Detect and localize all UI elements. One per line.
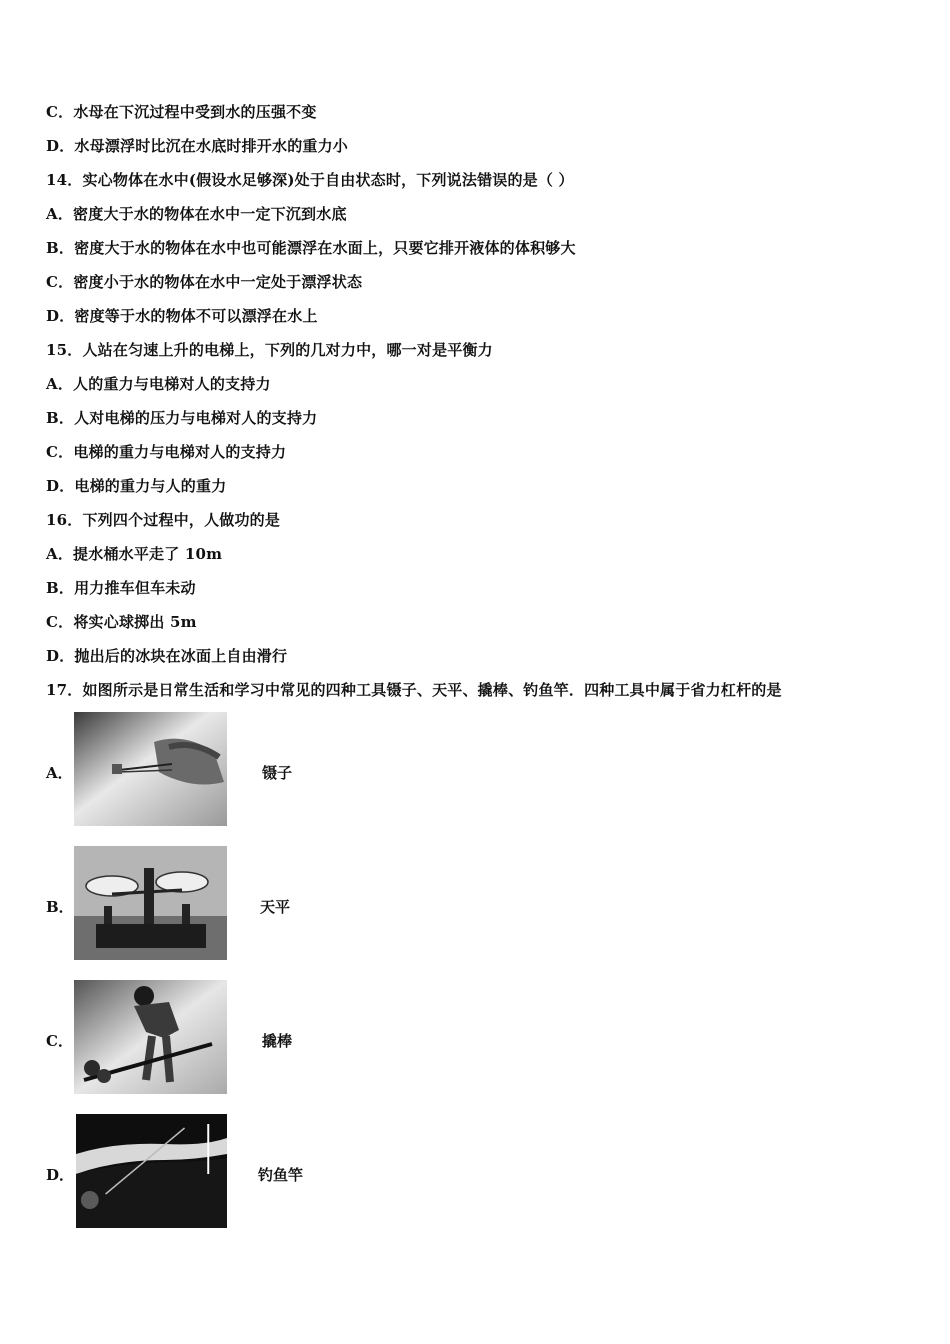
q16-stem: 16．下列四个过程中，人做功的是 [46,511,281,529]
q17-option-c-caption: 撬棒 [262,1032,293,1050]
q17-option-c-label: C． [46,1032,73,1050]
balance-photo [74,846,227,960]
tweezers-photo [74,712,227,826]
q15-option-d: D．电梯的重力与人的重力 [46,477,227,495]
q17-stem: 17．如图所示是日常生活和学习中常见的四种工具镊子、天平、撬棒、钓鱼竿．四种工具中属于省力杠杆的是 [46,681,782,699]
q17-option-b-caption: 天平 [260,898,291,916]
q17-option-a-label: A． [46,764,73,782]
q16-option-b: B．用力推车但车未动 [46,579,196,597]
q16-option-d: D．抛出后的冰块在冰面上自由滑行 [46,647,288,665]
q16-option-a: A．提水桶水平走了 10m [46,545,223,563]
q15-option-c: C．电梯的重力与电梯对人的支持力 [46,443,287,461]
q17-option-d-label: D． [46,1166,75,1184]
q17-option-b-label: B． [46,898,74,916]
q14-option-b: B．密度大于水的物体在水中也可能漂浮在水面上，只要它排开液体的体积够大 [46,239,576,257]
q17-option-a-caption: 镊子 [262,764,293,782]
crowbar-photo [74,980,227,1094]
q14-option-c: C．密度小于水的物体在水中一定处于漂浮状态 [46,273,363,291]
q13-option-d: D．水母漂浮时比沉在水底时排开水的重力小 [46,137,349,155]
q14-option-a: A．密度大于水的物体在水中一定下沉到水底 [46,205,347,223]
q14-option-d: D．密度等于水的物体不可以漂浮在水上 [46,307,318,325]
q15-option-a: A．人的重力与电梯对人的支持力 [46,375,271,393]
q13-option-c: C．水母在下沉过程中受到水的压强不变 [46,103,317,121]
q15-option-b: B．人对电梯的压力与电梯对人的支持力 [46,409,318,427]
q16-option-c: C．将实心球掷出 5m [46,613,197,631]
fishing-rod-photo [76,1114,227,1228]
q15-stem: 15．人站在匀速上升的电梯上，下列的几对力中，哪一对是平衡力 [46,341,493,359]
q17-option-d-caption: 钓鱼竿 [258,1166,304,1184]
q14-stem: 14．实心物体在水中(假设水足够深)处于自由状态时，下列说法错误的是（ ） [46,171,574,189]
